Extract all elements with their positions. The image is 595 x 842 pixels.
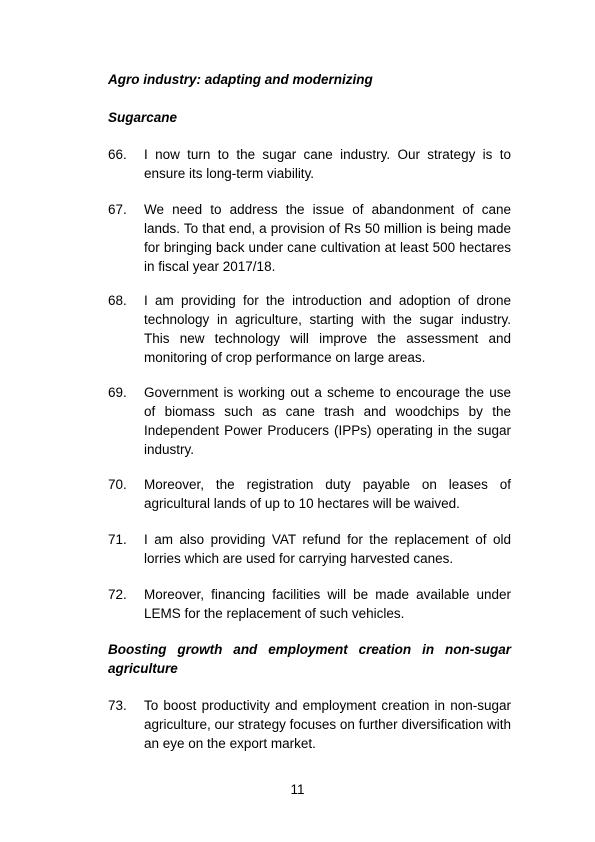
paragraph-number: 68. xyxy=(108,293,127,308)
paragraph-73 xyxy=(108,696,511,753)
paragraph-text: I am also providing VAT refund for the replacement of old lorries which are used for carrying harvested canes. xyxy=(144,532,511,566)
paragraph-number: 71. xyxy=(108,532,127,547)
paragraph-69 xyxy=(108,383,511,459)
paragraph-text: Government is working out a scheme to encourage the use of biomass such as cane trash and woodchips by the Independent Power Producers (IPPs) operating in the sugar industry. xyxy=(144,385,511,457)
paragraph-70 xyxy=(108,475,511,513)
paragraph-number: 70. xyxy=(108,477,127,492)
paragraph-text: We need to address the issue of abandonment of cane lands. To that end, a provision of Rs 50 million is being made for bringing back under cane cultivation at least 500 hectares in fiscal year 2017/18. xyxy=(144,202,511,274)
paragraph-number: 72. xyxy=(108,587,127,602)
paragraph-number: 66. xyxy=(108,147,127,162)
paragraph-68 xyxy=(108,291,511,367)
paragraph-text: To boost productivity and employment creation in non-sugar agriculture, our strategy focuses on further diversification with an eye on the export market. xyxy=(144,698,511,751)
section-title: Agro industry: adapting and modernizing xyxy=(108,72,373,87)
paragraph-number: 69. xyxy=(108,385,127,400)
subsection-title: Sugarcane xyxy=(108,110,178,125)
paragraph-number: 67. xyxy=(108,202,127,217)
paragraph-71 xyxy=(108,530,511,568)
page-number: 11 xyxy=(290,782,305,797)
paragraph-text: Moreover, financing facilities will be made available under LEMS for the replacement of such vehicles. xyxy=(144,587,511,621)
paragraph-72 xyxy=(108,585,511,623)
section2-title: Boosting growth and employment creation in non-sugar agriculture xyxy=(108,642,511,676)
paragraph-text: I am providing for the introduction and adoption of drone technology in agriculture, starting with the sugar industry. This new technology will improve the assessment and monitoring of crop performance on large areas. xyxy=(144,293,511,365)
paragraph-66 xyxy=(108,145,511,183)
paragraph-67 xyxy=(108,200,511,276)
paragraph-text: I now turn to the sugar cane industry. Our strategy is to ensure its long-term viability. xyxy=(144,147,511,181)
paragraph-text: Moreover, the registration duty payable on leases of agricultural lands of up to 10 hectares will be waived. xyxy=(144,477,511,511)
paragraph-number: 73. xyxy=(108,698,127,713)
